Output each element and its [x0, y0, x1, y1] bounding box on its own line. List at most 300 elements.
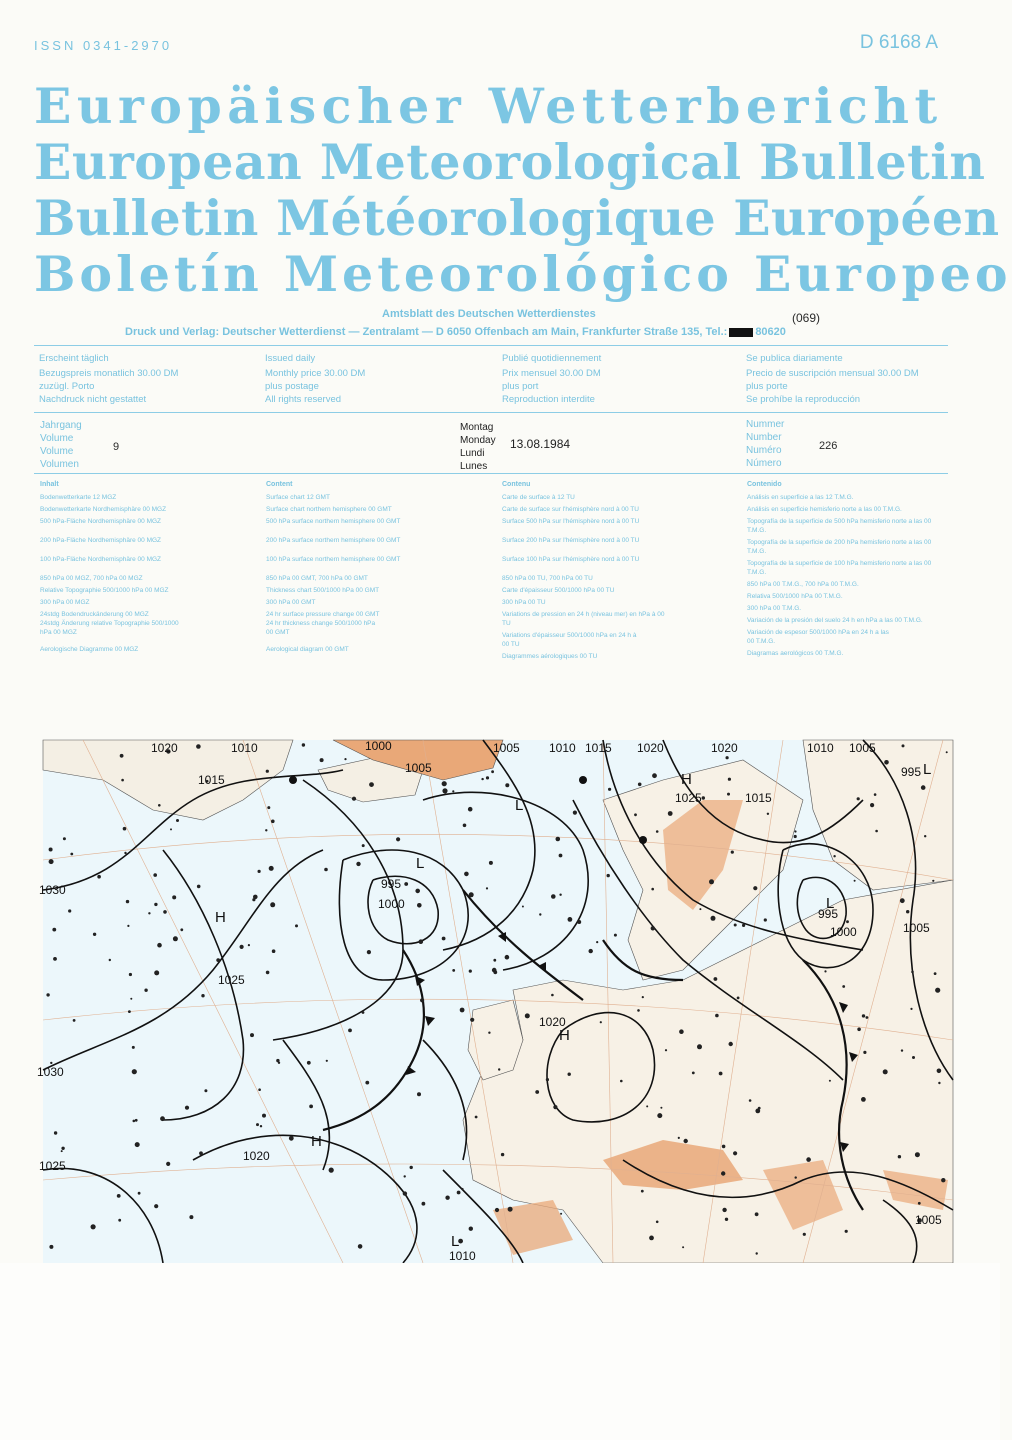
- station-marker: [649, 1236, 654, 1241]
- isobar-label: 1020: [151, 741, 178, 755]
- station-marker: [271, 820, 275, 824]
- station-marker: [362, 844, 365, 847]
- isobar-label: 995: [818, 907, 839, 921]
- station-marker: [486, 887, 488, 889]
- station-marker: [216, 958, 220, 962]
- station-marker: [324, 868, 328, 872]
- station-marker: [154, 1204, 158, 1208]
- divider: [34, 345, 948, 346]
- station-marker: [731, 851, 734, 854]
- station-marker: [269, 866, 274, 871]
- station-marker: [481, 778, 483, 780]
- contents-item: 200 hPa surface northern hemisphere 00 GMT: [266, 537, 401, 544]
- station-marker: [173, 936, 178, 941]
- station-marker: [270, 902, 275, 907]
- station-marker: [309, 1105, 313, 1109]
- station-marker: [493, 970, 497, 974]
- station-marker: [295, 924, 298, 927]
- station-marker: [170, 828, 172, 830]
- contents-item: 300 hPa 00 MGZ: [40, 599, 90, 606]
- divider: [34, 473, 948, 474]
- station-marker: [176, 819, 179, 822]
- station-marker: [657, 1113, 662, 1118]
- station-marker: [52, 928, 56, 932]
- weekday-labels: [460, 421, 496, 473]
- station-marker: [493, 959, 496, 962]
- station-marker: [348, 1029, 352, 1033]
- contents-item: 850 hPa 00 MGZ, 700 hPa 00 MGZ: [40, 575, 143, 582]
- station-marker: [900, 898, 905, 903]
- station-marker: [442, 781, 447, 786]
- contents-french: [502, 480, 737, 664]
- station-marker: [464, 872, 469, 877]
- station-marker: [130, 998, 132, 1000]
- station-marker: [906, 910, 909, 913]
- station-marker: [737, 997, 740, 1000]
- station-marker: [863, 1051, 866, 1054]
- station-marker: [522, 906, 524, 908]
- contents-item: Carte d'épaisseur 500/1000 hPa 00 TU: [502, 587, 615, 594]
- station-marker: [501, 1153, 504, 1156]
- station-marker: [252, 898, 255, 901]
- station-marker: [258, 870, 261, 873]
- station-marker: [665, 1049, 667, 1051]
- title-english: European Meteorological Bulletin: [34, 133, 986, 191]
- low-pressure-center: L: [451, 1233, 460, 1250]
- station-marker: [362, 1011, 365, 1014]
- station-marker: [642, 996, 644, 998]
- issue-number: 226: [819, 440, 838, 452]
- high-pressure-center: H: [559, 1027, 570, 1044]
- station-marker: [53, 957, 57, 961]
- station-marker: [912, 1056, 915, 1059]
- contents-item: Surface 100 hPa sur l'hémisphère nord à 00 TU: [502, 556, 640, 563]
- number-labels: [746, 418, 784, 470]
- contents-item: Carte de surface sur l'hémisphère nord à 00 TU: [502, 506, 639, 513]
- weekday: Lunes: [460, 461, 488, 472]
- isobar-label: 1010: [549, 741, 576, 755]
- station-marker: [258, 1088, 261, 1091]
- station-marker: [417, 903, 422, 908]
- station-marker: [862, 1014, 865, 1017]
- station-marker: [124, 852, 126, 854]
- station-marker: [608, 788, 611, 791]
- station-marker: [470, 1018, 474, 1022]
- number-label: Número: [746, 458, 782, 469]
- contents-item: 100 hPa surface northern hemisphere 00 GMT: [266, 556, 401, 563]
- station-marker: [652, 773, 657, 778]
- station-marker: [163, 910, 167, 914]
- station-marker: [49, 859, 54, 864]
- contents-item: 24stdg Änderung relative Topographie 500/1000 hPa 00 MGZ: [40, 620, 179, 636]
- high-pressure-center: H: [311, 1133, 322, 1150]
- contents-item: Bodenwetterkarte 12 MGZ: [40, 494, 117, 501]
- station-marker: [404, 1175, 406, 1177]
- isobar-label: 1005: [915, 1213, 942, 1227]
- contents-item: Carte de surface à 12 TU: [502, 494, 575, 501]
- station-marker: [568, 917, 573, 922]
- station-marker: [463, 824, 467, 828]
- station-marker: [508, 1207, 513, 1212]
- station-marker: [668, 811, 673, 816]
- station-marker: [160, 1116, 165, 1121]
- station-marker: [725, 1218, 728, 1221]
- contents-heading: Inhalt: [40, 481, 59, 488]
- station-marker: [250, 1033, 254, 1037]
- station-marker: [61, 1147, 64, 1150]
- publisher-address: Druck und Verlag: Deutscher Wetterdienst — Zentralamt — D 6050 Offenbach am Main, Frankfurter Straße 135, Tel.:: [125, 326, 728, 338]
- isobar-label: 1015: [745, 791, 772, 805]
- subscription-line: plus porte: [746, 381, 788, 392]
- high-pressure-center: H: [681, 771, 692, 788]
- station-marker: [189, 1215, 193, 1219]
- station-marker: [795, 1176, 797, 1178]
- station-marker: [646, 1105, 648, 1107]
- station-marker: [656, 1221, 659, 1224]
- station-marker: [715, 1014, 719, 1018]
- contents-item: 300 hPa 00 GMT: [266, 599, 316, 606]
- station-marker: [445, 1196, 449, 1200]
- station-marker: [468, 807, 473, 812]
- station-marker: [559, 894, 561, 896]
- contents-item: 24stdg Bodendruckänderung 00 MGZ: [40, 611, 149, 618]
- station-marker: [121, 779, 124, 782]
- contents-item: 300 hPa 00 T.M.G.: [747, 605, 802, 612]
- volume-label: Volumen: [40, 459, 79, 470]
- title-german: Europäischer Wetterbericht: [34, 77, 943, 135]
- contents-item: 24 hr thickness change 500/1000 hPa 00 GMT: [266, 620, 376, 636]
- station-marker: [824, 970, 826, 972]
- contents-item: 500 hPa surface northern hemisphere 00 GMT: [266, 518, 401, 525]
- station-marker: [307, 1061, 311, 1065]
- station-marker: [924, 835, 926, 837]
- station-marker: [709, 879, 714, 884]
- station-marker: [727, 793, 730, 796]
- station-marker: [682, 1246, 684, 1248]
- station-marker: [637, 1009, 640, 1012]
- isobar-label: 1030: [39, 883, 66, 897]
- station-marker: [692, 1072, 695, 1075]
- number-label: Nummer: [746, 419, 785, 430]
- isobar-label: 1020: [539, 1015, 566, 1029]
- masthead-titles: [34, 77, 1012, 303]
- contents-item: 24 hr surface pressure change 00 GMT: [266, 611, 380, 618]
- station-marker: [806, 1157, 811, 1162]
- low-pressure-center: L: [826, 895, 835, 912]
- weather-map-svg: [37, 739, 953, 1263]
- contents-item: 850 hPa 00 T.M.G., 700 hPa 00 T.M.G.: [747, 581, 859, 588]
- station-marker: [367, 950, 371, 954]
- contents-item: Diagrammes aérologiques 00 TU: [502, 653, 598, 660]
- station-marker: [883, 1069, 888, 1074]
- station-marker: [486, 776, 489, 779]
- station-marker: [755, 1212, 759, 1216]
- issue-date: 13.08.1984: [510, 437, 571, 451]
- contents-item: Topografía de la superficie de 200 hPa hemisferio norte a las 00 T.M.G.: [747, 539, 932, 555]
- contents-item: Variación de la presión del suelo 24 h en hPa a las 00 T.M.G.: [747, 617, 923, 624]
- contents-item: Diagramas aerológicos 00 T.M.G.: [747, 650, 844, 657]
- subscription-line: zuzügl. Porto: [39, 381, 95, 392]
- station-marker: [577, 920, 581, 924]
- station-marker: [861, 1097, 866, 1102]
- amtsblatt-line: Amtsblatt des Deutschen Wetterdienstes: [382, 308, 596, 320]
- station-marker: [148, 912, 150, 914]
- station-marker: [489, 861, 493, 865]
- subscription-spanish: [746, 352, 919, 406]
- station-marker: [422, 1202, 426, 1206]
- station-marker: [49, 1245, 53, 1249]
- weekday: Montag: [460, 422, 494, 433]
- title-spanish: Boletín Meteorológico Europeo: [34, 245, 1012, 303]
- station-marker: [138, 1192, 141, 1195]
- station-marker: [326, 1060, 328, 1062]
- station-marker: [846, 920, 849, 923]
- station-marker: [419, 939, 424, 944]
- contents-item: Relativa 500/1000 hPa 00 T.M.G.: [747, 593, 843, 600]
- station-marker: [568, 1073, 571, 1076]
- station-marker: [684, 1139, 688, 1143]
- volume-labels: [40, 419, 82, 471]
- subscription-line: Issued daily: [265, 353, 316, 364]
- isobar-label: 1010: [231, 741, 258, 755]
- station-marker: [144, 989, 147, 992]
- contents-item: Variations d'épaisseur 500/1000 hPa en 24 h à 00 TU: [502, 632, 637, 648]
- station-marker: [70, 853, 73, 856]
- contents-item: 100 hPa-Fläche Nordhemisphäre 00 MGZ: [40, 556, 162, 563]
- station-marker: [722, 1208, 726, 1212]
- station-marker: [733, 1151, 737, 1155]
- station-marker: [365, 1081, 369, 1085]
- document-number: D 6168 A: [859, 32, 938, 53]
- contents-item: Surface 500 hPa sur l'hémisphère nord à 00 TU: [502, 518, 640, 525]
- station-marker: [129, 973, 132, 976]
- station-marker: [857, 1028, 861, 1032]
- station-marker: [573, 811, 577, 815]
- isobar-label: 1015: [198, 773, 225, 787]
- station-marker: [551, 994, 554, 997]
- station-marker: [678, 1137, 680, 1139]
- station-marker: [729, 1042, 733, 1046]
- station-marker: [185, 1106, 189, 1110]
- contents-item: Relative Topographie 500/1000 hPa 00 MGZ: [40, 587, 169, 594]
- station-marker: [742, 924, 745, 927]
- station-marker: [937, 1069, 942, 1074]
- subscription-english: [265, 352, 365, 406]
- station-marker: [559, 854, 563, 858]
- weekday: Monday: [460, 435, 496, 446]
- station-marker: [749, 1099, 752, 1102]
- station-marker: [794, 835, 797, 838]
- station-marker: [329, 1168, 334, 1173]
- contents-item: 850 hPa 00 GMT, 700 hPa 00 GMT: [266, 575, 368, 582]
- contents-item: Bodenwetterkarte Nordhemisphäre 00 MGZ: [40, 506, 167, 513]
- station-marker: [201, 994, 204, 997]
- divider: [34, 412, 948, 413]
- station-marker: [699, 908, 701, 910]
- station-marker: [135, 1119, 138, 1122]
- isobar-label: 1000: [830, 925, 857, 939]
- isobar-label: 1010: [449, 1249, 476, 1263]
- isobar-label: 1030: [37, 1065, 64, 1079]
- station-marker: [651, 888, 654, 891]
- volume-label: Jahrgang: [40, 420, 82, 431]
- station-marker: [607, 874, 610, 877]
- station-marker: [126, 900, 129, 903]
- station-marker: [289, 1136, 294, 1141]
- blank-margin: [0, 1263, 1000, 1440]
- station-marker: [596, 941, 598, 943]
- station-marker: [396, 837, 400, 841]
- contents-item: 500 hPa-Fläche Nordhemisphäre 00 MGZ: [40, 518, 162, 525]
- isobar-label: 1005: [849, 741, 876, 755]
- station-marker: [921, 785, 926, 790]
- station-marker: [154, 970, 159, 975]
- contents-heading: Contenido: [747, 481, 782, 488]
- subscription-line: Precio de suscripción mensual 30.00 DM: [746, 368, 919, 379]
- station-marker: [248, 944, 250, 946]
- isobar-label: 1010: [807, 741, 834, 755]
- station-marker: [726, 756, 729, 759]
- station-marker: [460, 1008, 465, 1013]
- station-marker: [553, 1105, 557, 1109]
- station-marker: [118, 1219, 121, 1222]
- station-marker: [475, 1116, 478, 1119]
- isobar-label: 1005: [493, 741, 520, 755]
- isobar-label: 1025: [218, 973, 245, 987]
- number-label: Number: [746, 432, 782, 443]
- station-marker: [73, 1019, 76, 1022]
- contents-spanish: [747, 480, 957, 661]
- station-marker: [302, 743, 305, 746]
- station-marker: [551, 894, 556, 899]
- station-marker: [127, 925, 129, 927]
- station-marker: [469, 892, 474, 897]
- station-marker: [135, 1142, 140, 1147]
- station-marker: [320, 758, 324, 762]
- station-marker: [260, 1125, 262, 1127]
- subscription-line: Prix mensuel 30.00 DM: [502, 368, 601, 379]
- station-marker: [356, 862, 360, 866]
- station-marker: [525, 1013, 530, 1018]
- contents-item: 850 hPa 00 TU, 700 hPa 00 TU: [502, 575, 593, 582]
- station-marker: [910, 1008, 912, 1010]
- subscription-line: plus port: [502, 381, 539, 392]
- weekday: Lundi: [460, 448, 485, 459]
- subscription-german: [39, 352, 178, 406]
- low-pressure-center: L: [515, 797, 524, 814]
- station-marker: [109, 959, 111, 961]
- station-marker: [697, 1044, 702, 1049]
- station-marker: [505, 783, 509, 787]
- station-marker: [415, 889, 420, 894]
- station-marker: [656, 830, 659, 833]
- isobar-label: 1020: [243, 1149, 270, 1163]
- station-marker: [488, 1032, 490, 1034]
- redaction-mark: [729, 328, 753, 337]
- station-marker: [845, 1230, 848, 1233]
- station-marker: [934, 972, 937, 975]
- station-marker: [266, 971, 270, 975]
- station-marker: [452, 969, 455, 972]
- station-marker: [898, 1155, 901, 1158]
- station-marker: [702, 796, 705, 799]
- station-marker: [901, 1049, 903, 1051]
- issn: ISSN 0341-2970: [34, 38, 173, 53]
- station-marker: [546, 1078, 549, 1081]
- station-marker: [469, 970, 472, 973]
- contents-item: Aerological diagram 00 GMT: [266, 646, 349, 653]
- station-marker: [829, 1080, 831, 1082]
- station-marker: [256, 1123, 259, 1126]
- station-marker: [158, 804, 161, 807]
- subscription-line: Monthly price 30.00 DM: [265, 368, 366, 379]
- station-marker: [620, 1080, 623, 1083]
- station-marker: [932, 880, 934, 882]
- station-marker: [600, 1021, 602, 1023]
- isobar-label: 1025: [39, 1159, 66, 1173]
- station-marker: [938, 1082, 940, 1084]
- station-marker: [461, 1188, 463, 1190]
- station-marker: [711, 916, 716, 921]
- station-marker: [753, 886, 757, 890]
- station-marker: [68, 909, 71, 912]
- station-marker: [344, 758, 346, 760]
- station-marker: [180, 928, 183, 931]
- station-marker: [123, 827, 127, 831]
- station-marker: [157, 943, 162, 948]
- contents-item: Surface chart 12 GMT: [266, 494, 330, 501]
- station-marker: [204, 1089, 207, 1092]
- station-marker: [874, 793, 877, 796]
- contents-item: Análisis en superficie hemisferio norte a las 00 T.M.G.: [747, 506, 902, 513]
- phone-area-code: (069): [792, 311, 821, 325]
- station-marker: [660, 1107, 662, 1109]
- subscription-line: Reproduction interdite: [502, 394, 595, 405]
- station-marker: [918, 1202, 921, 1205]
- station-marker: [756, 1252, 758, 1254]
- low-pressure-center: L: [923, 761, 932, 778]
- station-marker: [870, 803, 874, 807]
- isobar-label: 995: [901, 765, 922, 779]
- station-marker: [556, 837, 561, 842]
- station-marker: [278, 1062, 280, 1064]
- low-pressure-center: L: [416, 855, 425, 872]
- station-marker: [266, 770, 269, 773]
- publisher-line: [125, 326, 786, 338]
- isobar-label: 995: [381, 877, 402, 891]
- station-marker: [842, 985, 845, 988]
- subscription-french: [502, 352, 601, 406]
- station-marker: [49, 848, 53, 852]
- station-marker: [875, 830, 878, 833]
- station-marker: [794, 830, 796, 832]
- station-marker: [358, 1244, 363, 1249]
- station-marker: [272, 949, 276, 953]
- station-marker: [722, 1145, 726, 1149]
- high-pressure-center: H: [215, 909, 226, 926]
- station-marker: [721, 1171, 725, 1175]
- station-marker: [50, 1062, 52, 1064]
- station-marker: [946, 751, 948, 753]
- station-marker: [679, 1029, 684, 1034]
- subscription-line: All rights reserved: [265, 394, 342, 405]
- station-marker: [154, 903, 157, 906]
- contents-heading: Content: [266, 481, 293, 488]
- station-marker: [196, 744, 201, 749]
- subscription-line: Se prohíbe la reproducción: [746, 394, 861, 405]
- station-marker: [369, 782, 374, 787]
- station-marker: [172, 895, 176, 899]
